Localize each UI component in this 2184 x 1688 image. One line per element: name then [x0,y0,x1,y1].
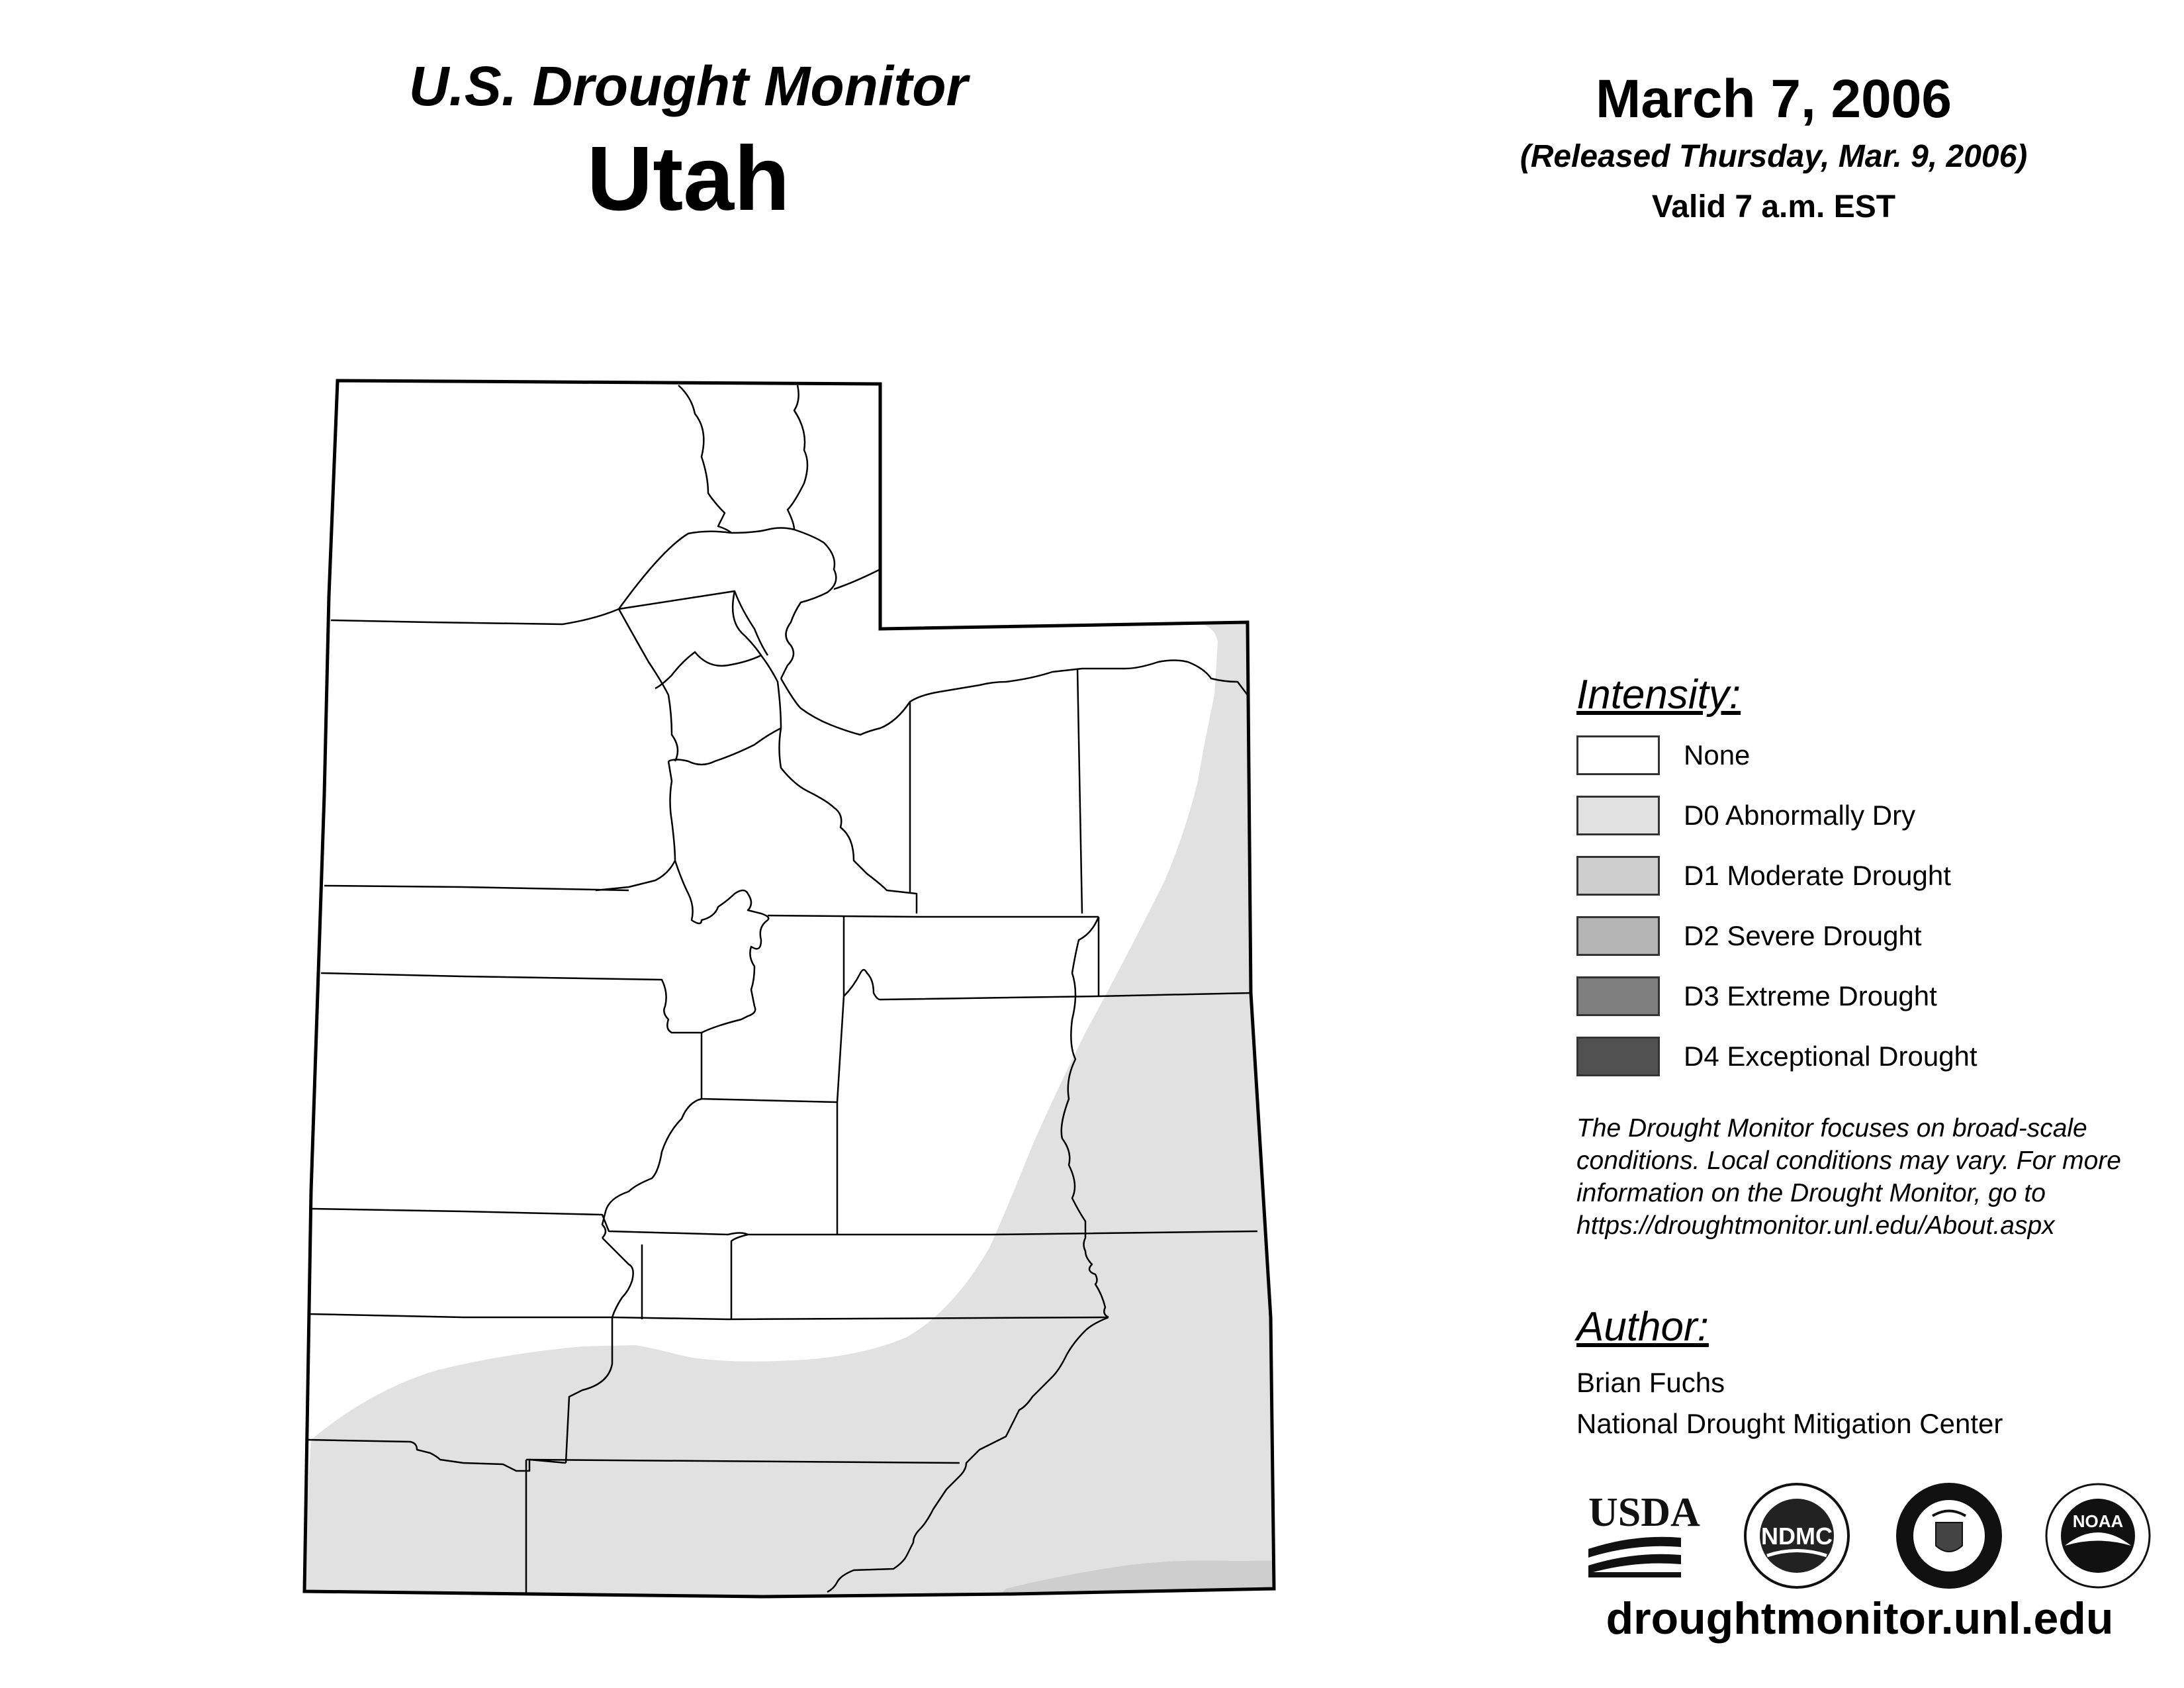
legend [1576,665,2172,1094]
ndmc-logo-text: NDMC [1761,1523,1833,1550]
note-line: information on the Drought Monitor, go to [1576,1179,2046,1207]
legend-label: D3 Extreme Drought [1684,980,1937,1011]
commerce-logo [1896,1483,2002,1589]
legend-item-d1 [1576,853,2172,914]
legend-item-d3 [1576,974,2172,1034]
legend-item-none [1576,733,2172,793]
map-date: March 7, 2006 [1596,69,1952,129]
usda-logo-text: USDA [1588,1490,1700,1535]
legend-item-d0 [1576,793,2172,853]
swatch-d3 [1576,976,1660,1016]
legend-label: D2 Severe Drought [1684,920,1922,951]
note-line: The Drought Monitor focuses on broad-scale [1576,1114,2087,1143]
agency-logos [1575,1473,2171,1599]
legend-label: D1 Moderate Drought [1684,860,1951,891]
author-title: Author: [1576,1304,1709,1350]
legend-label: D0 Abnormally Dry [1684,800,1916,831]
site-url[interactable]: droughtmonitor.unl.edu [1606,1593,2114,1644]
legend-label: D4 Exceptional Drought [1684,1041,1978,1072]
ndmc-logo [1745,1484,1848,1587]
legend-item-d2 [1576,914,2172,974]
release-date: (Released Thursday, Mar. 9, 2006) [1520,139,2028,174]
usda-logo [1588,1490,1700,1577]
noaa-logo [2046,1484,2150,1587]
legend-label: None [1684,739,1751,771]
swatch-d2 [1576,916,1660,956]
note-link[interactable]: https://droughtmonitor.unl.edu/About.aspx [1576,1211,2055,1240]
noaa-logo-text: NOAA [2072,1511,2124,1531]
note-line: conditions. Local conditions may vary. For more [1576,1147,2121,1175]
swatch-d0 [1576,796,1660,835]
swatch-d1 [1576,856,1660,896]
swatch-d4 [1576,1037,1660,1076]
valid-time: Valid 7 a.m. EST [1651,189,1896,224]
legend-item-d4 [1576,1034,2172,1094]
map-title: U.S. Drought Monitor [408,55,968,117]
legend-title: Intensity: [1576,672,1741,718]
author-org: National Drought Mitigation Center [1576,1408,2003,1439]
author-name: Brian Fuchs [1576,1367,1725,1398]
swatch-none [1576,735,1660,775]
region-title: Utah [586,128,790,230]
disclaimer-note [1576,1112,2172,1242]
author-block [1576,1297,2172,1444]
